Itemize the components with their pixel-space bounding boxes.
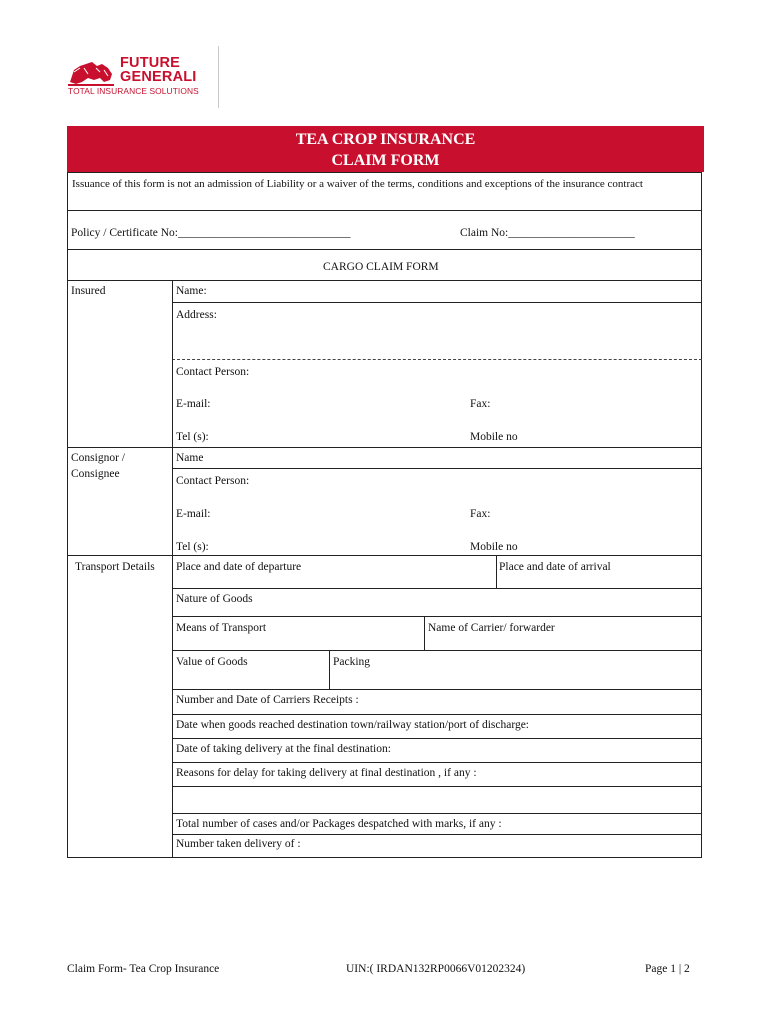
- transport-details-label: Transport Details: [75, 561, 155, 573]
- consignor-label-line-2: Consignee: [71, 468, 120, 480]
- insured-contact-person-field[interactable]: Contact Person:: [176, 366, 250, 378]
- departure-arrival-divider: [496, 555, 497, 588]
- carrier-name-field[interactable]: Name of Carrier/ forwarder: [428, 622, 555, 634]
- form-title-line-1: TEA CROP INSURANCE: [295, 131, 476, 148]
- label-column-divider: [172, 280, 173, 858]
- packing-field[interactable]: Packing: [333, 656, 371, 668]
- rule-after-disclaimer: [67, 210, 702, 211]
- insured-tel-field[interactable]: Tel (s):: [176, 431, 209, 443]
- insured-email-field[interactable]: E-mail:: [176, 398, 211, 410]
- means-of-transport-field[interactable]: Means of Transport: [176, 622, 267, 634]
- date-delivery-field[interactable]: Date of taking delivery at the final destination:: [176, 743, 391, 755]
- rule-after-total-cases: [172, 834, 702, 835]
- form-title-banner: [67, 126, 704, 172]
- consignor-email-field[interactable]: E-mail:: [176, 508, 211, 520]
- logo-line-1: FUTURE: [120, 55, 181, 71]
- claim-number-field[interactable]: Claim No:______________________: [460, 227, 635, 239]
- consignor-mobile-field[interactable]: Mobile no: [470, 541, 518, 553]
- consignor-name-field[interactable]: Name: [176, 452, 204, 464]
- form-title-line-2: CLAIM FORM: [331, 152, 440, 169]
- rule-after-date-delivery: [172, 762, 702, 763]
- insured-name-field[interactable]: Name:: [176, 285, 207, 297]
- total-cases-field[interactable]: Total number of cases and/or Packages despatched with marks, if any :: [176, 818, 502, 830]
- insured-address-field[interactable]: Address:: [176, 309, 217, 321]
- rule-after-insured: [67, 447, 702, 448]
- carriers-receipts-field[interactable]: Number and Date of Carriers Receipts :: [176, 694, 359, 706]
- reasons-delay-field[interactable]: Reasons for delay for taking delivery at final destination , if any :: [176, 767, 477, 779]
- section-title: CARGO CLAIM FORM: [323, 261, 439, 273]
- number-taken-field[interactable]: Number taken delivery of :: [176, 838, 301, 850]
- rule-after-departure: [172, 588, 702, 589]
- nature-of-goods-field[interactable]: Nature of Goods: [176, 593, 253, 605]
- disclaimer-text: Issuance of this form is not an admission of Liability or a waiver of the terms, conditions and exceptions of the insurance contract: [72, 178, 643, 190]
- rule-after-insured-name: [172, 302, 702, 303]
- means-carrier-divider: [424, 616, 425, 650]
- date-reached-field[interactable]: Date when goods reached destination town/railway station/port of discharge:: [176, 719, 529, 731]
- insured-label: Insured: [71, 285, 106, 297]
- insured-fax-field[interactable]: Fax:: [470, 398, 491, 410]
- logo-line-2: GENERALI: [120, 69, 197, 85]
- value-packing-divider: [329, 650, 330, 689]
- rule-after-section-title: [67, 280, 702, 281]
- value-of-goods-field[interactable]: Value of Goods: [176, 656, 248, 668]
- rule-after-consignor: [67, 555, 702, 556]
- form-frame: [67, 172, 702, 858]
- consignor-label-line-1: Consignor /: [71, 452, 125, 464]
- policy-number-field[interactable]: Policy / Certificate No:______________________________: [71, 227, 351, 239]
- lion-emblem-icon: [66, 58, 116, 88]
- company-logo: [66, 56, 216, 100]
- logo-wordmark: [120, 56, 197, 84]
- rule-after-receipts: [172, 714, 702, 715]
- footer-uin: UIN:( IRDAN132RP0066V01202324): [346, 963, 526, 975]
- rule-after-policy: [67, 249, 702, 250]
- rule-after-consignor-name: [172, 468, 702, 469]
- rule-after-value: [172, 689, 702, 690]
- rule-after-nature: [172, 616, 702, 617]
- arrival-field[interactable]: Place and date of arrival: [499, 561, 611, 573]
- rule-after-date-reached: [172, 738, 702, 739]
- consignor-contact-person-field[interactable]: Contact Person:: [176, 475, 250, 487]
- rule-after-blank-row: [172, 813, 702, 814]
- rule-after-means: [172, 650, 702, 651]
- departure-field[interactable]: Place and date of departure: [176, 561, 302, 573]
- consignor-fax-field[interactable]: Fax:: [470, 508, 491, 520]
- insured-mobile-field[interactable]: Mobile no: [470, 431, 518, 443]
- header-divider: [218, 46, 219, 108]
- logo-tagline: TOTAL INSURANCE SOLUTIONS: [68, 86, 199, 96]
- footer-left: Claim Form- Tea Crop Insurance: [67, 963, 220, 975]
- consignor-tel-field[interactable]: Tel (s):: [176, 541, 209, 553]
- rule-after-insured-address: [172, 359, 702, 360]
- footer-page-number: Page 1 | 2: [645, 963, 690, 975]
- rule-after-reasons: [172, 786, 702, 787]
